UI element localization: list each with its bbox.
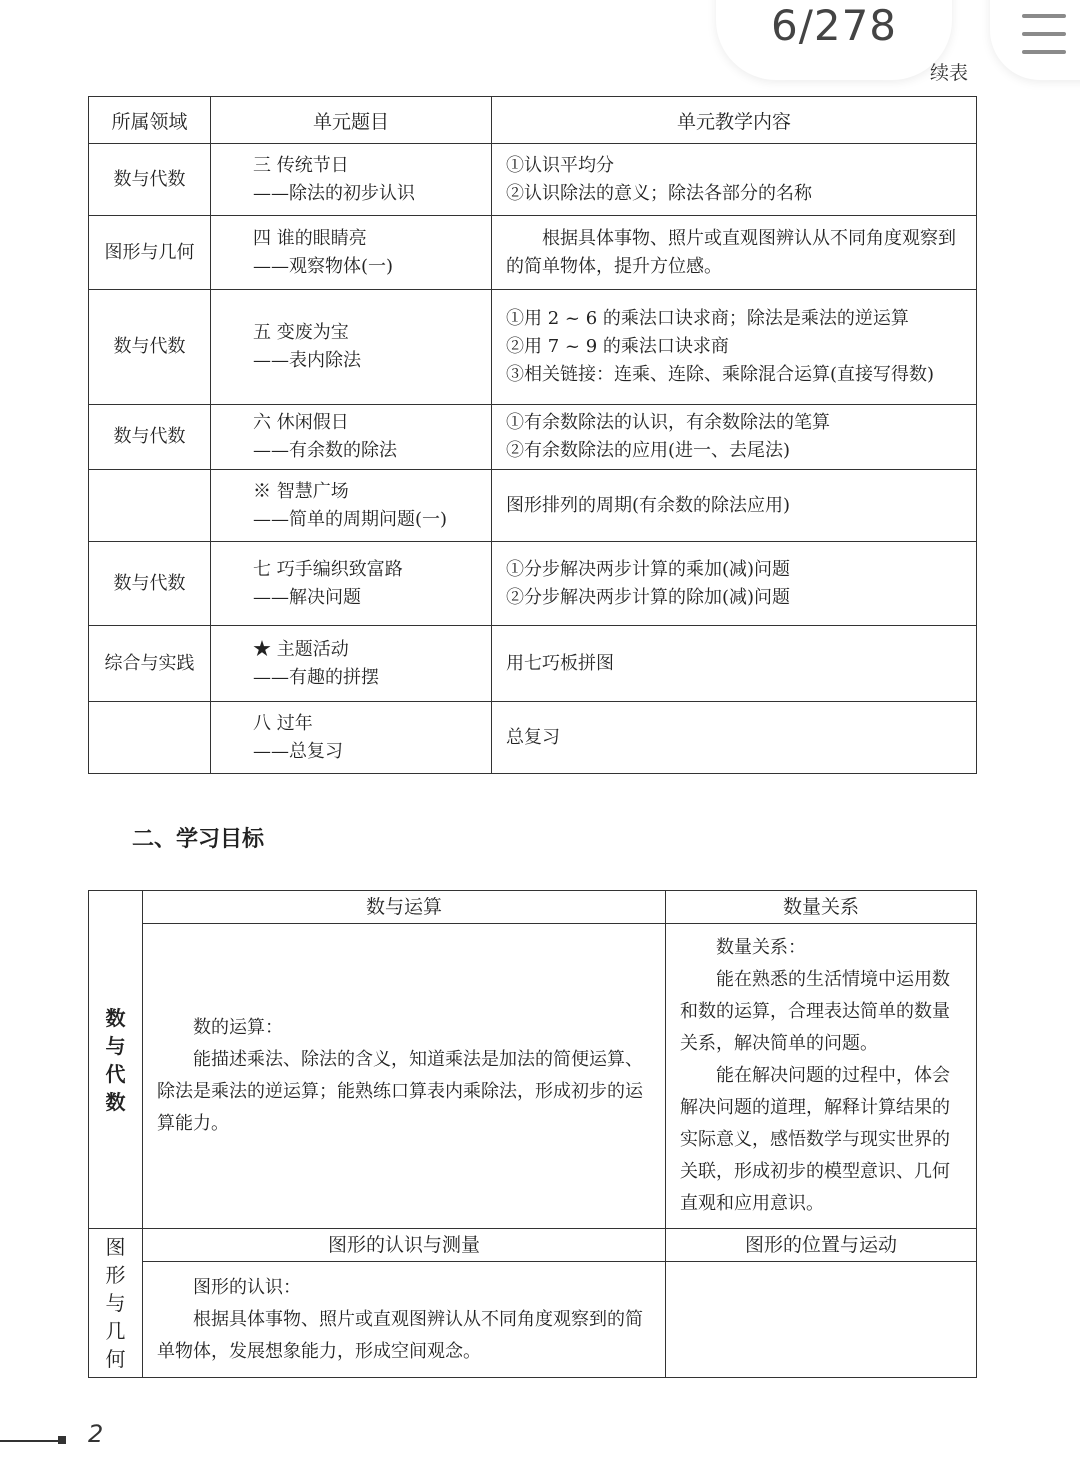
cell-title: 数量关系： [716, 937, 806, 958]
content-cell [492, 470, 977, 542]
unit-subtitle: ——观察物体(一) [253, 255, 394, 277]
cell-text: 能描述乘法、除法的含义，知道乘法是加法的简便运算、除法是乘法的逆运算；能熟练口算表内乘除法，形成初步的运算能力。 [157, 1049, 643, 1134]
domain-cell: 数与代数 [89, 144, 211, 216]
cell-title: 数的运算： [193, 1017, 283, 1038]
content-cell [492, 702, 977, 774]
footer-rule [0, 1440, 60, 1442]
content-line: ②用 7 ~ 9 的乘法口诀求商 [506, 336, 729, 357]
header-quantity-relation: 数量关系 [666, 891, 977, 924]
unit-subtitle: ——有余数的除法 [253, 440, 397, 461]
table-row [89, 626, 977, 702]
content-line: ③相关链接：连乘、连除、乘除混合运算(直接写得数) [506, 364, 935, 385]
unit-subtitle: ——除法的初步认识 [253, 182, 415, 204]
table-row [89, 924, 977, 1229]
content-line: ②分步解决两步计算的除加(减)问题 [506, 586, 791, 608]
domain-cell: 数与代数 [89, 290, 211, 405]
table-row [89, 1262, 977, 1378]
label-char: 与 [105, 1033, 126, 1058]
header-shape-position: 图形的位置与运动 [666, 1229, 977, 1262]
table-row [89, 470, 977, 542]
table-header-row [89, 97, 977, 144]
domain-cell: 数与代数 [89, 542, 211, 626]
continued-label: 续表 [930, 62, 969, 84]
hamburger-menu-icon [1022, 14, 1066, 18]
label-char: 代 [105, 1061, 126, 1086]
label-char: 形 [105, 1263, 126, 1287]
unit-cell [211, 405, 492, 470]
header-domain: 所属领域 [89, 97, 211, 144]
hamburger-menu-icon [1022, 32, 1066, 36]
unit-subtitle: ——总复习 [253, 740, 343, 762]
unit-cell [211, 216, 492, 290]
content-line: 根据具体事物、照片或直观图辨认从不同角度观察到的简单物体，提升方位感。 [506, 227, 956, 277]
content-line: ②有余数除法的应用(进一、去尾法) [506, 440, 791, 461]
content-line: 用七巧板拼图 [506, 652, 614, 674]
unit-title: 三 传统节日 [253, 154, 349, 176]
unit-subtitle: ——表内除法 [253, 350, 361, 371]
unit-subtitle: ——解决问题 [253, 586, 361, 608]
learning-goals-table [88, 890, 977, 1378]
content-cell [492, 542, 977, 626]
table-row [89, 216, 977, 290]
header-number-operation: 数与运算 [143, 891, 666, 924]
content-line: 图形排列的周期(有余数的除法应用) [506, 494, 791, 516]
unit-cell [211, 542, 492, 626]
unit-subtitle: ——有趣的拼摆 [253, 666, 379, 688]
label-char: 数 [105, 1089, 126, 1114]
content-cell [492, 626, 977, 702]
quantity-relation-cell [666, 924, 977, 1229]
unit-subtitle: ——简单的周期问题(一) [253, 508, 448, 530]
unit-cell [211, 470, 492, 542]
content-cell [492, 216, 977, 290]
unit-title: 四 谁的眼睛亮 [253, 227, 367, 249]
label-char: 与 [105, 1291, 126, 1315]
content-line: ①有余数除法的认识，有余数除法的笔算 [506, 412, 830, 433]
header-content: 单元教学内容 [492, 97, 977, 144]
menu-button[interactable] [990, 0, 1080, 80]
unit-title: 五 变废为宝 [253, 322, 349, 343]
label-char: 数 [105, 1005, 126, 1030]
number-operation-cell [143, 924, 666, 1229]
content-line: ②认识除法的意义；除法各部分的名称 [506, 182, 812, 204]
cell-text: 根据具体事物、照片或直观图辨认从不同角度观察到的简单物体，发展想象能力，形成空间观念。 [157, 1308, 643, 1362]
label-char: 几 [105, 1319, 126, 1343]
hamburger-menu-icon [1022, 50, 1066, 54]
section-title: 二、学习目标 [132, 827, 265, 852]
unit-cell [211, 702, 492, 774]
domain-cell: 数与代数 [89, 405, 211, 470]
header-unit: 单元题目 [211, 97, 492, 144]
cell-title: 图形的认识： [193, 1276, 301, 1298]
table-row [89, 405, 977, 470]
domain-label-number-algebra [89, 891, 143, 1229]
content-line: ①分步解决两步计算的乘加(减)问题 [506, 558, 791, 580]
domain-cell [89, 702, 211, 774]
label-char: 图 [105, 1235, 126, 1259]
unit-title: 六 休闲假日 [253, 412, 349, 433]
content-line: ①用 2 ~ 6 的乘法口诀求商；除法是乘法的逆运算 [506, 308, 909, 329]
table-header-row [89, 891, 977, 924]
unit-title: ※ 智慧广场 [253, 480, 349, 502]
unit-title: 八 过年 [253, 712, 313, 734]
table-header-row [89, 1229, 977, 1262]
shape-position-cell [666, 1262, 977, 1378]
table-row [89, 290, 977, 405]
unit-cell [211, 626, 492, 702]
unit-content-table [88, 96, 977, 774]
content-cell [492, 144, 977, 216]
table-row [89, 542, 977, 626]
content-line: ①认识平均分 [506, 154, 614, 176]
page-indicator-text: 6/278 [770, 1, 898, 50]
domain-cell: 综合与实践 [89, 626, 211, 702]
page-indicator [716, 0, 952, 80]
table-row [89, 144, 977, 216]
domain-cell: 图形与几何 [89, 216, 211, 290]
content-line: 总复习 [506, 726, 560, 748]
unit-cell [211, 290, 492, 405]
content-cell [492, 290, 977, 405]
domain-cell [89, 470, 211, 542]
header-shape-recognition: 图形的认识与测量 [143, 1229, 666, 1262]
shape-recognition-cell [143, 1262, 666, 1378]
unit-title: 七 巧手编织致富路 [253, 558, 403, 580]
content-cell [492, 405, 977, 470]
unit-cell [211, 144, 492, 216]
label-char: 何 [105, 1347, 126, 1371]
cell-text: 能在解决问题的过程中，体会解决问题的道理，解释计算结果的实际意义，感悟数学与现实世界的关联，形成初步的模型意识、几何直观和应用意识。 [680, 1065, 950, 1214]
domain-label-geometry [89, 1229, 143, 1378]
footer-mark [58, 1436, 66, 1444]
cell-text: 能在熟悉的生活情境中运用数和数的运算，合理表达简单的数量关系，解决简单的问题。 [680, 969, 950, 1054]
page-number: 2 [88, 1420, 104, 1448]
unit-title: ★ 主题活动 [253, 638, 349, 660]
table-row [89, 702, 977, 774]
